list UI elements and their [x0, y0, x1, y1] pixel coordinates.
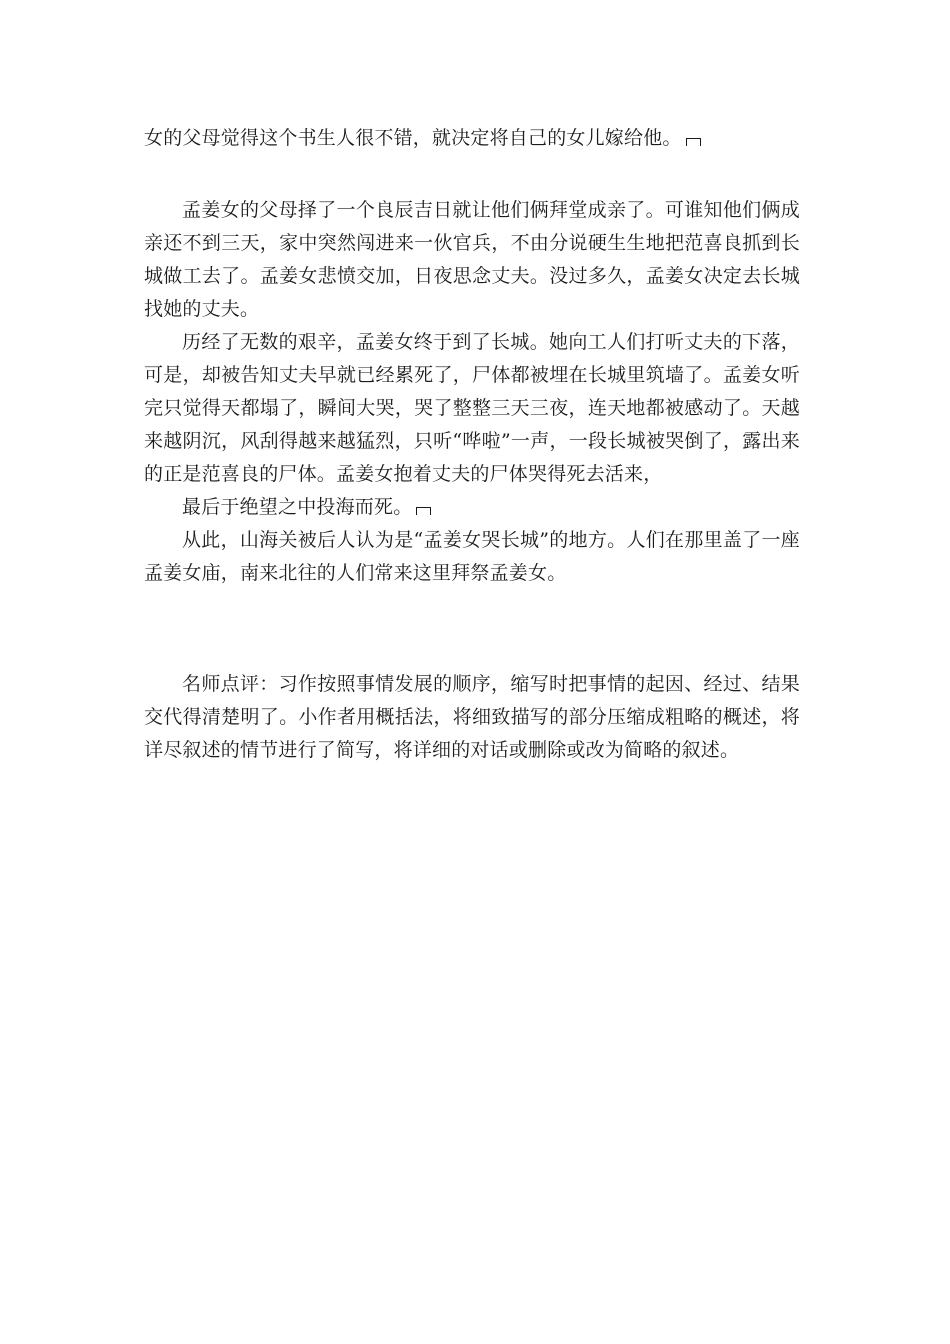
text-block-top: [144, 122, 800, 155]
paragraph-continuation: [144, 122, 800, 155]
paragraph-text: 孟姜女的父母择了一个良辰吉日就让他们俩拜堂成亲了。可谁知他们俩成亲还不到三天，家中突然闯进来一伙官兵，不由分说硬生生地把范喜良抓到长城做工去了。孟姜女悲愤交加，日夜思念丈夫。没过多久，孟姜女决定去长城找她的丈夫。: [144, 199, 800, 320]
text-block-commentary: [144, 668, 800, 767]
paragraph-text: 女的父母觉得这个书生人很不错，就决定将自己的女儿嫁给他。: [144, 127, 682, 149]
paragraph-text: 历经了无数的艰辛，孟姜女终于到了长城。她向工人们打听丈夫的下落，可是，却被告知丈夫早就已经累死了，尸体都被埋在长城里筑墙了。孟姜女听完只觉得天都塌了，瞬间大哭，哭了整整三天三夜，连天地都被感动了。天越来越阴沉，风刮得越来越猛烈，只听“哗啦”一声，一段长城被哭倒了，露出来的正是范喜良的尸体。孟姜女抱着丈夫的尸体哭得死去活来，: [144, 331, 800, 485]
paragraph-text: 名师点评：习作按照事情发展的顺序，缩写时把事情的起因、经过、结果交代得清楚明了。小作者用概括法，将细致描写的部分压缩成粗略的概述，将详尽叙述的情节进行了简写，将详细的对话或删除或改为简略的叙述。: [144, 673, 800, 761]
paragraph-end-mark-icon: [686, 138, 701, 146]
paragraph-text: 从此，山海关被后人认为是“孟姜女哭长城”的地方。人们在那里盖了一座孟姜女庙，南来北往的人们常来这里拜祭孟姜女。: [144, 529, 800, 584]
paragraph-text: 最后于绝望之中投海而死。: [182, 496, 413, 518]
paragraph-teacher-comment: [144, 668, 800, 767]
paragraph-ending: [144, 491, 800, 524]
paragraph-end-mark-icon: [416, 507, 431, 515]
paragraph-great-wall: [144, 326, 800, 491]
paragraph-temple: [144, 524, 800, 590]
text-block-story: [144, 194, 800, 590]
paragraph-wedding: [144, 194, 800, 326]
